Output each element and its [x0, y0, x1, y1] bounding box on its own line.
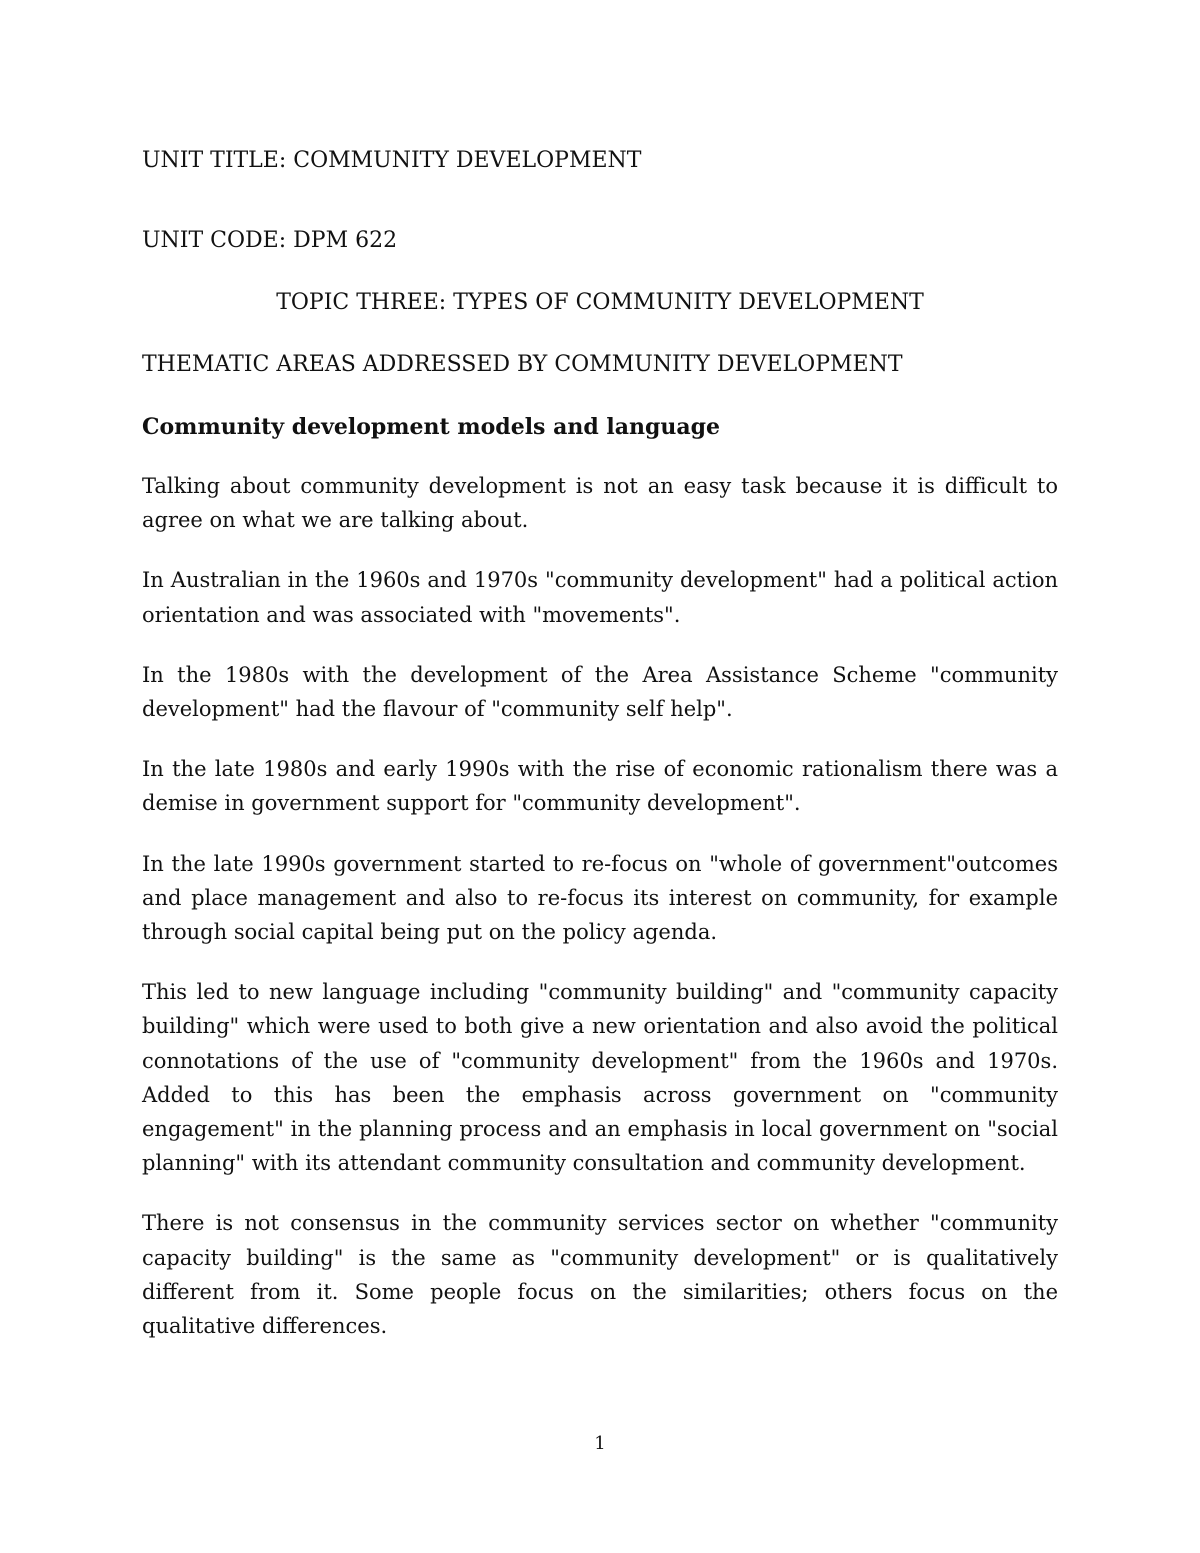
page-content [142, 145, 1058, 1343]
paragraph-2: In Australian in the 1960s and 1970s "community development" had a political action orientation and was associated with "movements". [142, 568, 1058, 627]
section-heading: Community development models and language [142, 414, 721, 440]
unit-title: UNIT TITLE: COMMUNITY DEVELOPMENT [142, 148, 642, 173]
thematic-heading: THEMATIC AREAS ADDRESSED BY COMMUNITY DEVELOPMENT [142, 352, 903, 377]
paragraph-6: This led to new language including "community building" and "community capacity building" which were used to both give a new orientation and also avoid the political connotations of the use of "community development" from the 1960s and 1970s. Added to this has been the emphasis across government on "community engagement" in the planning process and an emphasis in local government on "social planning" with its attendant community consultation and community development. [142, 980, 1058, 1176]
topic-title: TOPIC THREE: TYPES OF COMMUNITY DEVELOPMENT [276, 290, 924, 315]
page-number: 1 [594, 1433, 606, 1454]
unit-code: UNIT CODE: DPM 622 [142, 228, 398, 253]
paragraph-7: There is not consensus in the community services sector on whether "community capacity building" is the same as "community development" or is qualitatively different from it. Some people focus on the similarities; others focus on the qualitative differences. [142, 1211, 1058, 1339]
paragraph-3: In the 1980s with the development of the Area Assistance Scheme "community development" had the flavour of "community self help". [142, 662, 1058, 722]
paragraph-1: Talking about community development is not an easy task because it is difficult to agree on what we are talking about. [142, 474, 1058, 533]
paragraph-4: In the late 1980s and early 1990s with the rise of economic rationalism there was a demise in government support for "community development". [142, 757, 1058, 816]
paragraph-5: In the late 1990s government started to re-focus on "whole of government"outcomes and place management and also to re-focus its interest on community, for example through social capital being put on the policy agenda. [142, 851, 1058, 945]
